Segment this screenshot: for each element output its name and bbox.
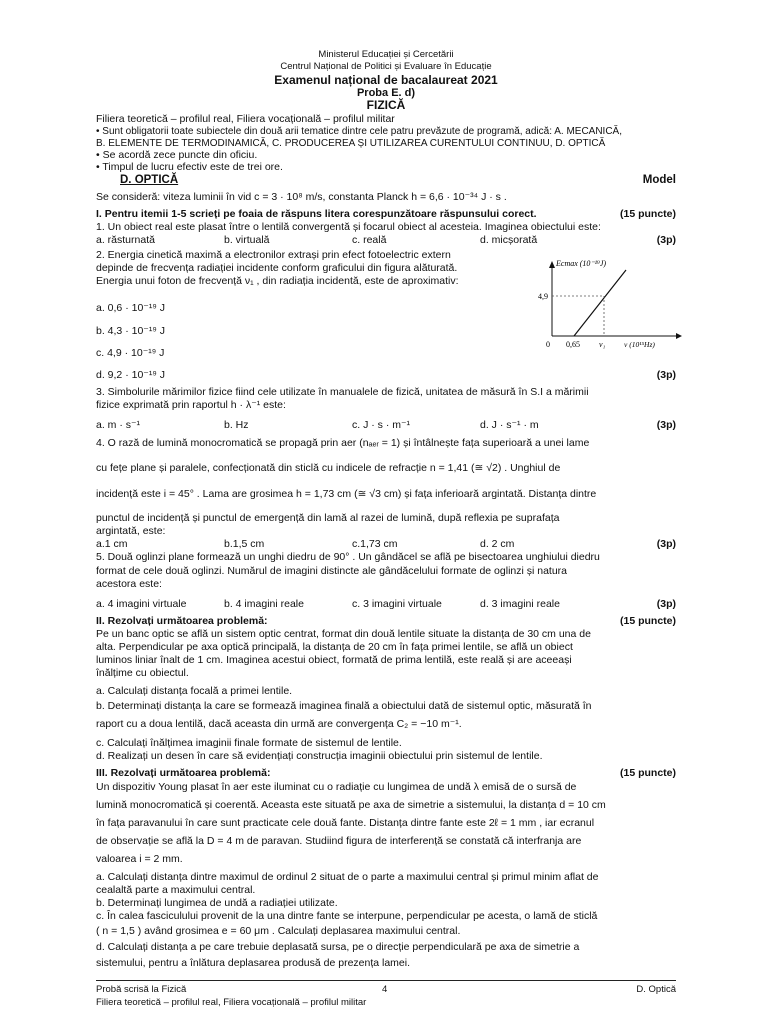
q5-option-b: b. 4 imagini reale bbox=[224, 598, 304, 610]
q4-line-1: 4. O rază de lumină monocromatică se propagă prin aer (nₐₑᵣ = 1) și întâlnește fața superioară a unei lame bbox=[96, 437, 590, 449]
graph-y-label: Ecmax (10⁻¹⁹J) bbox=[556, 259, 607, 268]
q1-option-b: b. virtuală bbox=[224, 234, 270, 246]
part3-para-2: lumină monocromatică și coerentă. Aceasta este situată pe axa de simetrie a sistemului, la distanța d = 10 cm bbox=[96, 799, 606, 811]
q4-option-b: b.1,5 cm bbox=[224, 538, 265, 550]
part1-points: (15 puncte) bbox=[619, 208, 676, 220]
q2-points: (3p) bbox=[656, 369, 676, 381]
part3-item-a-2: cealaltă parte a maximului central. bbox=[96, 884, 256, 896]
q4-options bbox=[96, 538, 676, 551]
center-line: Centrul Național de Politici și Evaluare în Educație bbox=[280, 61, 492, 72]
part2-para-1: Pe un banc optic se află un sistem optic centrat, format din două lentile situate la distanța de 30 cm una de bbox=[96, 628, 591, 640]
section-heading bbox=[96, 174, 676, 187]
part3-item-b: b. Determinați lungimea de undă a radiației utilizate. bbox=[96, 897, 338, 909]
q3-line-2: fizice exprimată prin raportul h · λ⁻¹ este: bbox=[96, 399, 286, 411]
q2-line-1: 2. Energia cinetică maximă a electronilor extrași prin efect fotoelectric extern bbox=[96, 249, 451, 261]
part3-item-c-1: c. În calea fasciculului provenit de la una dintre fante se interpune, perpendicular pe acesta, o lamă de sticlă bbox=[96, 910, 598, 922]
q4-line-5: argintată, este: bbox=[96, 525, 166, 537]
q1-options bbox=[96, 234, 676, 247]
q2-option-c: c. 4,9 · 10⁻¹⁹ J bbox=[96, 347, 165, 359]
q2-option-d-row bbox=[96, 369, 676, 382]
test-title: Proba E. d) bbox=[356, 87, 416, 99]
footer-row bbox=[96, 983, 676, 996]
q5-option-a: a. 4 imagini virtuale bbox=[96, 598, 187, 610]
part1-title: I. Pentru itemii 1-5 scrieți pe foaia de răspuns litera corespunzătoare răspunsului corect. bbox=[96, 208, 537, 220]
q4-option-d: d. 2 cm bbox=[480, 538, 515, 550]
q4-option-a: a.1 cm bbox=[96, 538, 128, 550]
q2-option-b: b. 4,3 · 10⁻¹⁹ J bbox=[96, 325, 165, 337]
part3-item-c-2: ( n = 1,5 ) având grosimea e = 60 μm . Calculați deplasarea maximului central. bbox=[96, 925, 461, 937]
part3-heading bbox=[96, 767, 676, 780]
footer-left: Probă scrisă la Fizică bbox=[96, 984, 187, 995]
q3-option-a: a. m · s⁻¹ bbox=[96, 419, 141, 431]
q5-option-d: d. 3 imagini reale bbox=[480, 598, 560, 610]
q4-points: (3p) bbox=[656, 538, 676, 550]
graph-x-label: ν (10¹⁵Hz) bbox=[624, 340, 655, 349]
rule-line-3: • Timpul de lucru efectiv este de trei ore. bbox=[96, 161, 283, 173]
q4-line-4: punctul de incidență și punctul de emergență din lamă al razei de lumină, după reflexia pe suprafața bbox=[96, 512, 560, 524]
q2-option-a: a. 0,6 · 10⁻¹⁹ J bbox=[96, 302, 165, 314]
q5-line-3: acestora este: bbox=[96, 578, 162, 590]
q4-line-3: incidență este i = 45° . Lama are grosimea h = 1,73 cm (≅ √3 cm) și fața inferioară argintată. Distanța dintre bbox=[96, 488, 597, 500]
q3-option-d: d. J · s⁻¹ · m bbox=[480, 419, 539, 431]
profile-line: Filiera teoretică – profilul real, Filiera vocațională – profilul militar bbox=[96, 113, 395, 125]
part3-item-d-2: sistemului, pentru a înlătura deplasarea produsă de prezența lamei. bbox=[96, 957, 411, 969]
part2-para-4: înălțime cu obiectul. bbox=[96, 667, 189, 679]
q2-option-d: d. 9,2 · 10⁻¹⁹ J bbox=[96, 369, 165, 381]
part2-points: (15 puncte) bbox=[619, 615, 676, 627]
part3-points: (15 puncte) bbox=[619, 767, 676, 779]
part1-heading bbox=[96, 208, 676, 221]
graph-x-arrow bbox=[676, 333, 682, 339]
part3-para-4: de observație se află la D = 4 m de paravan. Studiind figura de interferență se constată că interfranja are bbox=[96, 835, 582, 847]
part3-title: III. Rezolvați următoarea problemă: bbox=[96, 767, 271, 779]
q3-option-c: c. J · s · m⁻¹ bbox=[352, 419, 411, 431]
section-title: D. OPTICĂ bbox=[120, 174, 179, 186]
q3-option-b: b. Hz bbox=[224, 419, 249, 431]
part3-para-5: valoarea i = 2 mm. bbox=[96, 853, 183, 865]
part2-item-c: c. Calculați înălțimea imaginii finale formate de sistemul de lentile. bbox=[96, 737, 402, 749]
q5-line-1: 5. Două oglinzi plane formează un unghi diedru de 90° . Un gândăcel se află pe bisectoarea unghiului diedru bbox=[96, 551, 600, 563]
footer-profile: Filiera teoretică – profilul real, Filiera vocațională – profilul militar bbox=[96, 997, 367, 1008]
q5-points: (3p) bbox=[656, 598, 676, 610]
q5-line-2: format de cele două oglinzi. Numărul de imagini distincte ale gândăcelului formate de oglinzi și natura bbox=[96, 565, 568, 577]
part2-para-3: luminos liniar înalt de 1 cm. Imaginea acestui obiect, formată de prima lentilă, este reală și are aceeași bbox=[96, 654, 572, 666]
q4-option-c: c.1,73 cm bbox=[352, 538, 398, 550]
q2-line-2: depinde de frecvența radiației incidente conform graficului din figura alăturată. bbox=[96, 262, 458, 274]
q3-options bbox=[96, 419, 676, 432]
q1-option-d: d. micșorată bbox=[480, 234, 538, 246]
rule-line-2: • Se acordă zece puncte din oficiu. bbox=[96, 149, 258, 161]
q1-option-c: c. reală bbox=[352, 234, 387, 246]
q5-option-c: c. 3 imagini virtuale bbox=[352, 598, 442, 610]
part2-title: II. Rezolvați următoarea problemă: bbox=[96, 615, 268, 627]
part3-para-1: Un dispozitiv Young plasat în aer este iluminat cu o radiație cu lungimea de undă λ emisă de o sursă de bbox=[96, 781, 577, 793]
part3-para-3: în fața paravanului în care sunt practicate cele două fante. Distanța dintre fante este 2ℓ = 1 mm , iar ecranul bbox=[96, 817, 595, 829]
q1-points: (3p) bbox=[656, 234, 676, 246]
photoelectric-graph bbox=[536, 256, 686, 356]
exam-title: Examenul național de bacalaureat 2021 bbox=[274, 73, 498, 87]
q3-points: (3p) bbox=[656, 419, 676, 431]
part2-para-2: alta. Perpendicular pe axa optică principală, la distanța de 20 cm în fața primei lentile, se află un obiect bbox=[96, 641, 573, 653]
part2-item-b-1: b. Determinați distanța la care se formează imaginea finală a obiectului dată de sistemul optic, măsurată în bbox=[96, 700, 592, 712]
rule-line-1b: B. ELEMENTE DE TERMODINAMICĂ, C. PRODUCEREA ȘI UTILIZAREA CURENTULUI CONTINUU, D. OPTICĂ bbox=[96, 138, 606, 149]
footer-divider bbox=[96, 980, 676, 981]
graph-x-tick-1: 0,65 bbox=[566, 340, 580, 349]
graph-y-arrow bbox=[549, 261, 555, 268]
q5-options bbox=[96, 598, 676, 611]
graph-y-tick: 4,9 bbox=[538, 292, 548, 301]
page-number: 4 bbox=[382, 984, 388, 995]
q3-line-1: 3. Simbolurile mărimilor fizice fiind cele utilizate în manualele de fizică, unitatea de măsură în S.I a mărimii bbox=[96, 386, 589, 398]
subject-title: FIZICĂ bbox=[366, 98, 406, 112]
graph-x-tick-2: ν₁ bbox=[599, 340, 606, 349]
part2-item-b-2: raport cu a doua lentilă, dacă aceasta din urmă are convergența C₂ = −10 m⁻¹. bbox=[96, 718, 462, 730]
part2-heading bbox=[96, 615, 676, 628]
q2-line-3: Energia unui foton de frecvență ν₁ , din radiația incidentă, este de aproximativ: bbox=[96, 275, 459, 287]
graph-data-line bbox=[574, 270, 626, 336]
constants-line: Se consideră: viteza luminii în vid c = 3 · 10⁸ m/s, constanta Planck h = 6,6 · 10⁻³⁴ J · s . bbox=[96, 191, 507, 203]
q1-text: 1. Un obiect real este plasat între o lentilă convergentă și focarul obiect al acesteia. Imaginea obiectului este: bbox=[96, 221, 601, 233]
footer-right: D. Optică bbox=[636, 984, 676, 995]
part3-item-a-1: a. Calculați distanța dintre maximul de ordinul 2 situat de o parte a maximului central și primul minim aflat de bbox=[96, 871, 599, 883]
ministry-line: Ministerul Educației și Cercetării bbox=[318, 49, 454, 60]
q4-line-2: cu fețe plane și paralele, confecționată din sticlă cu indicele de refracție n = 1,41 (≅ √2) . Unghiul de bbox=[96, 462, 561, 474]
graph-origin-label: 0 bbox=[546, 340, 550, 349]
part2-item-d: d. Realizați un desen în care să evidențiați construcția imaginii obiectului prin sistemul de lentile. bbox=[96, 750, 543, 762]
part3-item-d-1: d. Calculați distanța a pe care trebuie deplasată sursa, pe o direcție perpendiculară pe axa de simetrie a bbox=[96, 941, 580, 953]
model-label: Model bbox=[642, 174, 676, 186]
q1-option-a: a. răsturnată bbox=[96, 234, 155, 246]
part2-item-a: a. Calculați distanța focală a primei lentile. bbox=[96, 685, 293, 697]
rule-line-1a: • Sunt obligatorii toate subiectele din două arii tematice dintre cele patru prevăzute de programă, adică: A. MECANICĂ, bbox=[96, 126, 623, 137]
